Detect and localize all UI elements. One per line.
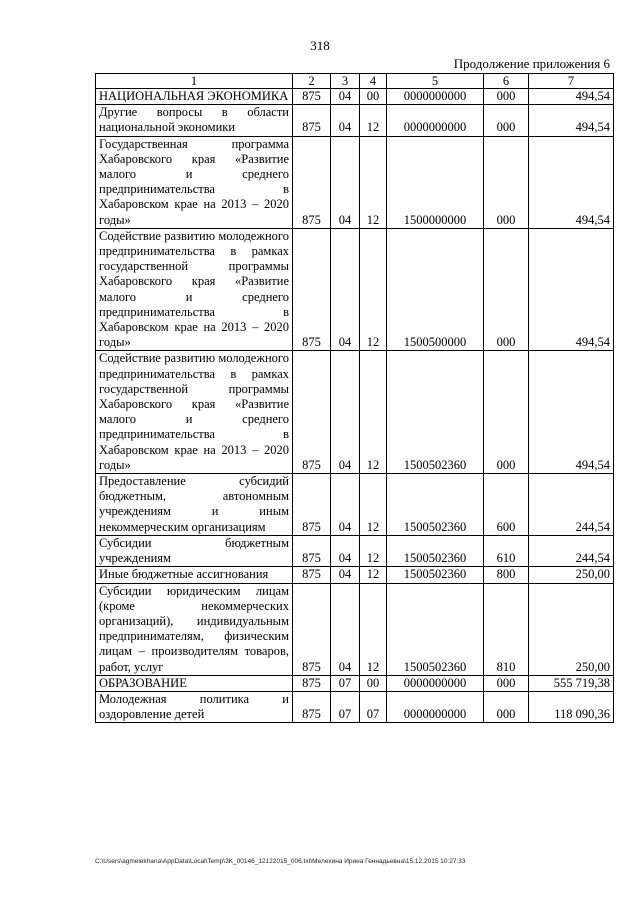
row-expense-type-code: 600	[484, 474, 529, 536]
budget-table	[95, 73, 614, 723]
table-row	[96, 89, 614, 105]
row-name: ОБРАЗОВАНИЕ	[96, 675, 293, 691]
row-subsection-code: 07	[360, 691, 387, 722]
row-section-code: 04	[331, 228, 360, 351]
row-section-code: 04	[331, 567, 360, 583]
continuation-label: Продолжение приложения 6	[453, 56, 610, 71]
row-name: Иные бюджетные ассигнования	[96, 567, 293, 583]
row-amount: 494,54	[529, 228, 614, 351]
row-target-code: 0000000000	[387, 691, 484, 722]
row-amount: 118 090,36	[529, 691, 614, 722]
row-amount: 494,54	[529, 89, 614, 105]
row-admin-code: 875	[293, 583, 331, 675]
row-section-code: 04	[331, 136, 360, 228]
row-target-code: 1500502360	[387, 474, 484, 536]
header-col-4: 4	[360, 74, 387, 89]
header-col-5: 5	[387, 74, 484, 89]
row-amount: 494,54	[529, 105, 614, 136]
table-row	[96, 136, 614, 228]
row-amount: 250,00	[529, 583, 614, 675]
row-subsection-code: 12	[360, 583, 387, 675]
table-row	[96, 105, 614, 136]
table-row	[96, 535, 614, 566]
row-expense-type-code: 000	[484, 136, 529, 228]
header-row	[96, 74, 614, 89]
row-admin-code: 875	[293, 691, 331, 722]
row-target-code: 1500502360	[387, 351, 484, 474]
row-subsection-code: 12	[360, 474, 387, 536]
row-expense-type-code: 000	[484, 675, 529, 691]
row-amount: 250,00	[529, 567, 614, 583]
row-subsection-code: 12	[360, 535, 387, 566]
table-row	[96, 691, 614, 722]
row-admin-code: 875	[293, 89, 331, 105]
row-admin-code: 875	[293, 351, 331, 474]
row-name: Молодежная политика и оздоровление детей	[96, 691, 293, 722]
row-admin-code: 875	[293, 474, 331, 536]
row-name: Субсидии бюджетным учреждениям	[96, 535, 293, 566]
row-expense-type-code: 610	[484, 535, 529, 566]
page-number: 318	[310, 38, 330, 53]
row-target-code: 1500502360	[387, 567, 484, 583]
row-section-code: 04	[331, 583, 360, 675]
row-section-code: 04	[331, 474, 360, 536]
row-name: Предоставление субсидий бюджетным, автономным учреждениям и иным некоммерческим организациям	[96, 474, 293, 536]
row-admin-code: 875	[293, 567, 331, 583]
row-name: Другие вопросы в области национальной экономики	[96, 105, 293, 136]
header-col-7: 7	[529, 74, 614, 89]
footer-file-path: C:\Users\agmelekhana\AppData\Local\Temp\3K_00146_12122015_006.txt\Мелехина Ирина Геннадьевна\15.12.2015 10:27:33	[95, 858, 466, 865]
row-name: Содействие развитию молодежного предпринимательства в рамках государственной программы Хабаровского края «Развитие малого и среднего предпринимательства в Хабаровском крае на 2013 – 2020 годы»	[96, 228, 293, 351]
row-target-code: 1500500000	[387, 228, 484, 351]
row-expense-type-code: 000	[484, 89, 529, 105]
row-target-code: 0000000000	[387, 675, 484, 691]
row-section-code: 04	[331, 351, 360, 474]
row-admin-code: 875	[293, 228, 331, 351]
row-name: НАЦИОНАЛЬНАЯ ЭКОНОМИКА	[96, 89, 293, 105]
row-expense-type-code: 800	[484, 567, 529, 583]
row-subsection-code: 12	[360, 567, 387, 583]
row-target-code: 0000000000	[387, 89, 484, 105]
table-row	[96, 583, 614, 675]
row-amount: 244,54	[529, 474, 614, 536]
row-expense-type-code: 000	[484, 351, 529, 474]
row-subsection-code: 12	[360, 351, 387, 474]
row-expense-type-code: 000	[484, 105, 529, 136]
header-col-2: 2	[293, 74, 331, 89]
row-expense-type-code: 810	[484, 583, 529, 675]
row-amount: 494,54	[529, 351, 614, 474]
row-target-code: 0000000000	[387, 105, 484, 136]
row-subsection-code: 12	[360, 136, 387, 228]
row-subsection-code: 00	[360, 89, 387, 105]
row-subsection-code: 00	[360, 675, 387, 691]
row-section-code: 04	[331, 89, 360, 105]
row-subsection-code: 12	[360, 105, 387, 136]
row-admin-code: 875	[293, 105, 331, 136]
row-admin-code: 875	[293, 136, 331, 228]
row-admin-code: 875	[293, 535, 331, 566]
row-section-code: 04	[331, 105, 360, 136]
row-expense-type-code: 000	[484, 691, 529, 722]
row-section-code: 04	[331, 535, 360, 566]
row-amount: 244,54	[529, 535, 614, 566]
header-col-3: 3	[331, 74, 360, 89]
row-name: Государственная программа Хабаровского края «Развитие малого и среднего предпринимательства в Хабаровском крае на 2013 – 2020 годы»	[96, 136, 293, 228]
row-name: Субсидии юридическим лицам (кроме некоммерческих организаций), индивидуальным предпринимателям, физическим лицам – производителям товаров, работ, услуг	[96, 583, 293, 675]
row-name: Содействие развитию молодежного предпринимательства в рамках государственной программы Хабаровского края «Развитие малого и среднего предпринимательства в Хабаровском крае на 2013 – 2020 годы»	[96, 351, 293, 474]
row-section-code: 07	[331, 691, 360, 722]
table-row	[96, 567, 614, 583]
row-expense-type-code: 000	[484, 228, 529, 351]
table-row	[96, 474, 614, 536]
row-target-code: 1500502360	[387, 535, 484, 566]
table-row	[96, 675, 614, 691]
row-target-code: 1500502360	[387, 583, 484, 675]
header-col-6: 6	[484, 74, 529, 89]
row-amount: 555 719,38	[529, 675, 614, 691]
header-col-1: 1	[96, 74, 293, 89]
row-section-code: 07	[331, 675, 360, 691]
row-admin-code: 875	[293, 675, 331, 691]
table-row	[96, 228, 614, 351]
table-row	[96, 351, 614, 474]
row-amount: 494,54	[529, 136, 614, 228]
row-target-code: 1500000000	[387, 136, 484, 228]
row-subsection-code: 12	[360, 228, 387, 351]
